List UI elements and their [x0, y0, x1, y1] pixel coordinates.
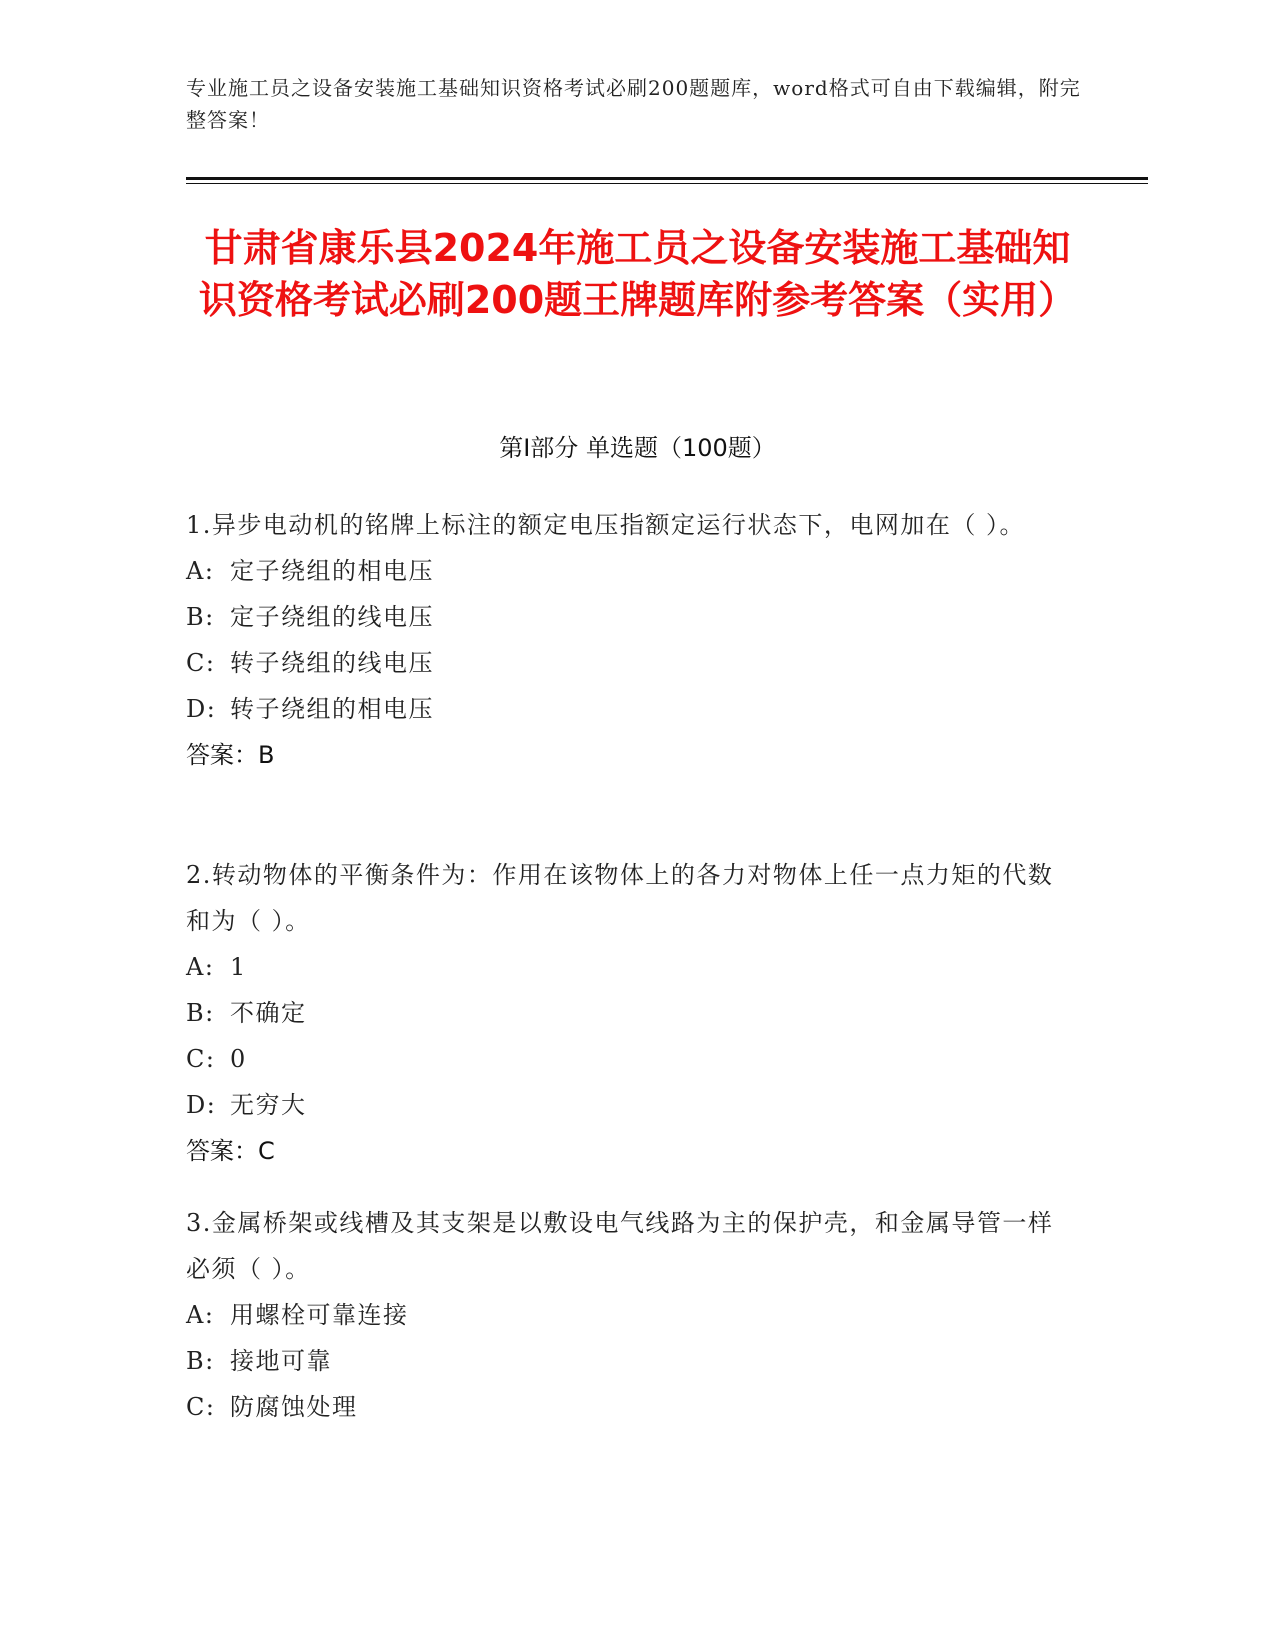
- option-text: 0: [230, 1045, 247, 1073]
- option-b: [186, 1338, 1056, 1384]
- option-key: B:: [186, 1347, 215, 1375]
- option-key: C:: [186, 649, 216, 677]
- question-3: [186, 1200, 1056, 1430]
- question-stem: 3.金属桥架或线槽及其支架是以敷设电气线路为主的保护壳，和金属导管一样必须（ ）。: [186, 1209, 1054, 1283]
- option-a: [186, 1292, 1056, 1338]
- option-text: 定子绕组的线电压: [230, 603, 434, 631]
- option-key: D:: [186, 1091, 217, 1119]
- option-a: [186, 944, 1056, 990]
- question-stem: 1.异步电动机的铭牌上标注的额定电压指额定运行状态下，电网加在（ ）。: [186, 511, 1026, 539]
- header-rule-thin: [186, 183, 1148, 184]
- option-text: 无穷大: [230, 1091, 307, 1119]
- option-text: 防腐蚀处理: [230, 1393, 358, 1421]
- option-c: [186, 640, 1056, 686]
- option-key: C:: [186, 1045, 216, 1073]
- option-c: [186, 1384, 1056, 1430]
- option-text: 接地可靠: [230, 1347, 332, 1375]
- option-a: [186, 548, 1056, 594]
- question-stem: 2.转动物体的平衡条件为：作用在该物体上的各力对物体上任一点力矩的代数和为（ ）。: [186, 861, 1054, 935]
- option-key: B:: [186, 603, 215, 631]
- option-key: A:: [186, 953, 215, 981]
- answer: 答案：B: [186, 741, 275, 769]
- option-text: 不确定: [230, 999, 307, 1027]
- option-text: 1: [230, 953, 247, 981]
- option-c: [186, 1036, 1056, 1082]
- option-text: 转子绕组的线电压: [230, 649, 434, 677]
- option-text: 转子绕组的相电压: [230, 695, 434, 723]
- document-title: 甘肃省康乐县2024年施工员之设备安装施工基础知识资格考试必刷200题王牌题库附参考答案（实用）: [198, 226, 1077, 322]
- answer: 答案：C: [186, 1137, 275, 1165]
- option-key: B:: [186, 999, 215, 1027]
- option-d: [186, 686, 1056, 732]
- option-b: [186, 594, 1056, 640]
- option-b: [186, 990, 1056, 1036]
- option-key: A:: [186, 557, 215, 585]
- section-title: 第Ⅰ部分 单选题（100题）: [499, 434, 776, 462]
- header-rule-thick: [186, 177, 1148, 180]
- option-key: D:: [186, 695, 217, 723]
- option-text: 用螺栓可靠连接: [230, 1301, 409, 1329]
- option-text: 定子绕组的相电压: [230, 557, 434, 585]
- question-2: [186, 852, 1056, 1174]
- option-d: [186, 1082, 1056, 1128]
- question-1: [186, 502, 1056, 778]
- option-key: C:: [186, 1393, 216, 1421]
- header-note: 专业施工员之设备安装施工基础知识资格考试必刷200题题库，word格式可自由下载编辑，附完整答案！: [186, 76, 1081, 132]
- option-key: A:: [186, 1301, 215, 1329]
